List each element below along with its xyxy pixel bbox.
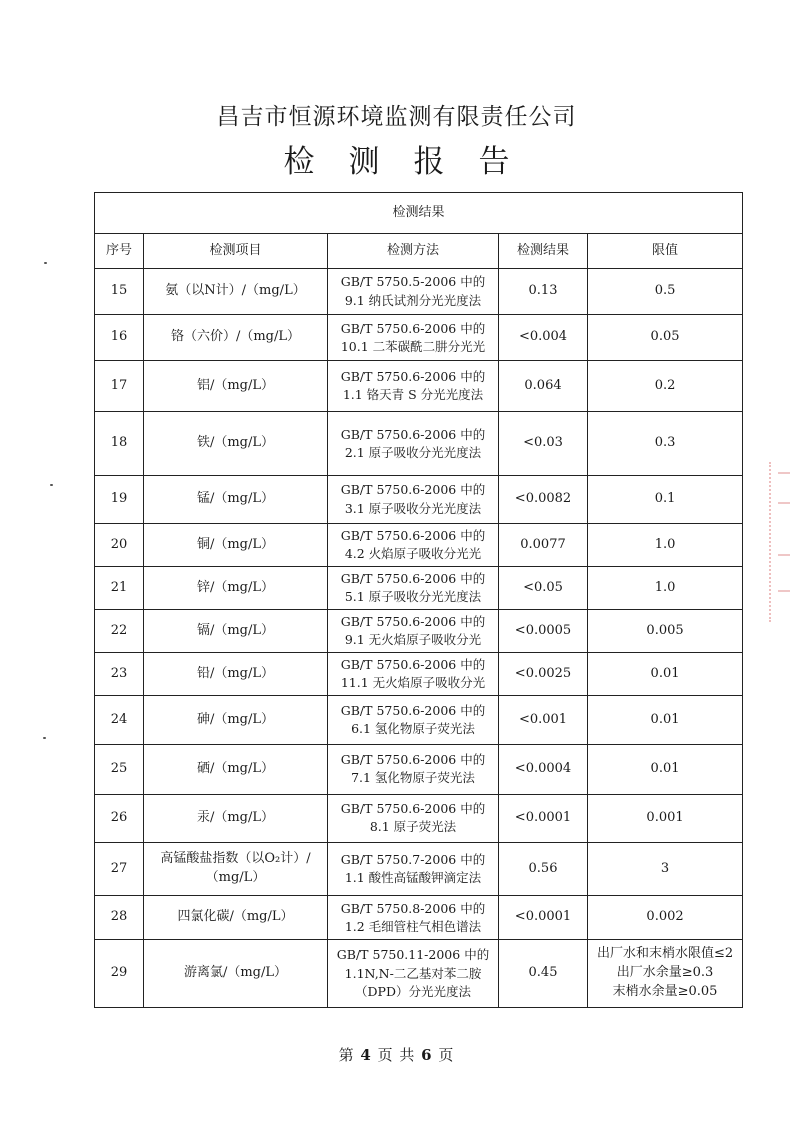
test-item: 铜/（mg/L） [144,524,328,567]
test-item: 砷/（mg/L） [144,696,328,744]
test-result: <0.001 [499,696,588,744]
method-line: GB/T 5750.8-2006 中的 [340,900,486,916]
test-method [328,361,499,412]
method-line: GB/T 5750.6-2006 中的 [340,426,486,442]
row-number: 26 [95,794,144,842]
row-number: 16 [95,315,144,361]
column-header-limit: 限值 [588,234,743,269]
method-line: 9.1 纳氏试剂分光光度法 [344,292,482,308]
test-result: <0.0001 [499,794,588,842]
seal-fragment [769,462,793,622]
test-result: <0.03 [499,412,588,476]
table-row [95,412,743,476]
limit-value [588,476,743,524]
method-line: （DPD）分光光度法 [355,983,471,999]
test-result: 0.064 [499,361,588,412]
limit-line: 3 [660,860,670,876]
report-title: 检测报告 [283,144,544,180]
footer-middle: 页 共 [377,1046,416,1064]
footer-prefix: 第 [338,1046,355,1064]
test-method [328,696,499,744]
test-result: 0.56 [499,842,588,895]
limit-line: 0.01 [650,711,680,727]
method-line: GB/T 5750.5-2006 中的 [340,274,486,290]
method-line: GB/T 5750.6-2006 中的 [340,801,486,817]
test-item: 游离氯/（mg/L） [144,940,328,1008]
table-row [95,361,743,412]
method-line: 1.1 酸性高锰酸钾滴定法 [344,870,482,886]
method-line: 6.1 氢化物原子荧光法 [351,720,475,736]
page-footer [0,1044,793,1065]
row-number: 28 [95,896,144,940]
method-line: 1.1 铬天青 S 分光光度法 [342,387,484,403]
test-result: 0.45 [499,940,588,1008]
scan-mark [43,737,46,739]
test-item: 铁/（mg/L） [144,412,328,476]
total-page-number: 6 [421,1046,433,1064]
scan-mark [50,484,53,486]
footer-suffix: 页 [438,1046,455,1064]
test-method [328,896,499,940]
test-result: <0.05 [499,567,588,610]
limit-value [588,794,743,842]
method-line: GB/T 5750.6-2006 中的 [340,482,486,498]
table-row [95,896,743,940]
test-result: <0.0001 [499,896,588,940]
method-line: 1.2 毛细管柱气相色谱法 [344,918,482,934]
test-result: <0.004 [499,315,588,361]
section-title-row [95,193,743,234]
table-row [95,567,743,610]
test-method [328,744,499,794]
test-method [328,567,499,610]
limit-line: 0.3 [654,435,676,451]
limit-line: 0.005 [646,622,684,638]
table-row [95,610,743,653]
test-item: 硒/（mg/L） [144,744,328,794]
test-method [328,476,499,524]
method-line: 8.1 原子荧光法 [369,819,457,835]
test-method [328,315,499,361]
limit-line: 0.05 [650,329,680,345]
table-row [95,315,743,361]
limit-value [588,653,743,696]
row-number: 27 [95,842,144,895]
method-line: GB/T 5750.7-2006 中的 [340,851,486,867]
method-line: GB/T 5750.6-2006 中的 [340,657,486,673]
method-line: GB/T 5750.6-2006 中的 [340,614,486,630]
test-method [328,842,499,895]
method-line: 3.1 原子吸收分光光度法 [344,500,482,516]
row-number: 22 [95,610,144,653]
table-row [95,653,743,696]
test-item: 锰/（mg/L） [144,476,328,524]
method-line: GB/T 5750.6-2006 中的 [340,702,486,718]
method-line: 7.1 氢化物原子荧光法 [351,770,475,786]
limit-value [588,896,743,940]
test-result: 0.13 [499,269,588,315]
method-line: GB/T 5750.6-2006 中的 [340,752,486,768]
method-line: GB/T 5750.6-2006 中的 [340,369,486,385]
limit-value [588,412,743,476]
table-row [95,842,743,895]
limit-line: 0.5 [654,283,676,299]
test-item: 高锰酸盐指数（以O₂计）/（mg/L） [144,842,328,895]
test-result: <0.0005 [499,610,588,653]
method-line: 5.1 原子吸收分光光度法 [344,589,482,605]
table-row [95,794,743,842]
test-item: 锌/（mg/L） [144,567,328,610]
table-row [95,696,743,744]
test-result: <0.0004 [499,744,588,794]
column-header-row [95,234,743,269]
limit-line: 0.1 [654,491,676,507]
test-item: 四氯化碳/（mg/L） [144,896,328,940]
column-header-item: 检测项目 [144,234,328,269]
limit-line: 0.01 [650,665,680,681]
test-method [328,269,499,315]
method-line: GB/T 5750.6-2006 中的 [340,320,486,336]
limit-value [588,610,743,653]
section-title: 检测结果 [95,193,743,234]
limit-value [588,361,743,412]
method-line: 2.1 原子吸收分光光度法 [344,444,482,460]
limit-value [588,940,743,1008]
test-method [328,653,499,696]
company-name: 昌吉市恒源环境监测有限责任公司 [216,104,577,130]
test-item: 镉/（mg/L） [144,610,328,653]
limit-line: 0.002 [646,909,684,925]
method-line: 9.1 无火焰原子吸收分光 [344,632,482,648]
limit-value [588,696,743,744]
test-item: 铅/（mg/L） [144,653,328,696]
table-row [95,476,743,524]
table-row [95,269,743,315]
seal-mark [778,472,790,474]
test-item: 铝/（mg/L） [144,361,328,412]
test-result: <0.0082 [499,476,588,524]
row-number: 24 [95,696,144,744]
test-method [328,794,499,842]
method-line: GB/T 5750.6-2006 中的 [340,571,486,587]
test-item: 铬（六价）/（mg/L） [144,315,328,361]
method-line: 4.2 火焰原子吸收分光光 [344,546,482,562]
test-method [328,412,499,476]
row-number: 29 [95,940,144,1008]
test-method [328,610,499,653]
test-result: 0.0077 [499,524,588,567]
limit-line: 0.001 [646,809,684,825]
row-number: 23 [95,653,144,696]
row-number: 18 [95,412,144,476]
table-row [95,744,743,794]
method-line: 1.1N,N-二乙基对苯二胺 [344,965,482,981]
limit-line: 0.2 [654,377,676,393]
limit-line: 末梢水余量≥0.05 [612,984,718,1000]
method-line: GB/T 5750.11-2006 中的 [336,947,490,963]
test-method [328,524,499,567]
limit-value [588,842,743,895]
results-table [94,192,743,1008]
limit-line: 出厂水余量≥0.3 [616,965,714,981]
table-row [95,940,743,1008]
row-number: 20 [95,524,144,567]
test-method [328,940,499,1008]
method-line: GB/T 5750.6-2006 中的 [340,528,486,544]
test-result: <0.0025 [499,653,588,696]
test-item: 汞/（mg/L） [144,794,328,842]
method-line: 10.1 二苯碳酰二肼分光光 [340,338,486,354]
column-header-no: 序号 [95,234,144,269]
seal-mark [778,502,790,504]
table-row [95,524,743,567]
row-number: 19 [95,476,144,524]
limit-line: 0.01 [650,760,680,776]
row-number: 17 [95,361,144,412]
column-header-method: 检测方法 [328,234,499,269]
limit-line: 1.0 [654,536,676,552]
limit-line: 出厂水和末梢水限值≤2 [596,946,734,962]
limit-value [588,524,743,567]
method-line: 11.1 无火焰原子吸收分光 [340,675,486,691]
current-page-number: 4 [360,1046,372,1064]
row-number: 15 [95,269,144,315]
limit-value [588,744,743,794]
scan-mark [44,262,47,264]
seal-mark [778,554,790,556]
row-number: 25 [95,744,144,794]
row-number: 21 [95,567,144,610]
limit-value [588,567,743,610]
column-header-result: 检测结果 [499,234,588,269]
limit-line: 1.0 [654,579,676,595]
seal-mark [778,590,790,592]
test-item: 氨（以N计）/（mg/L） [144,269,328,315]
table-body [95,269,743,1008]
limit-value [588,315,743,361]
limit-value [588,269,743,315]
